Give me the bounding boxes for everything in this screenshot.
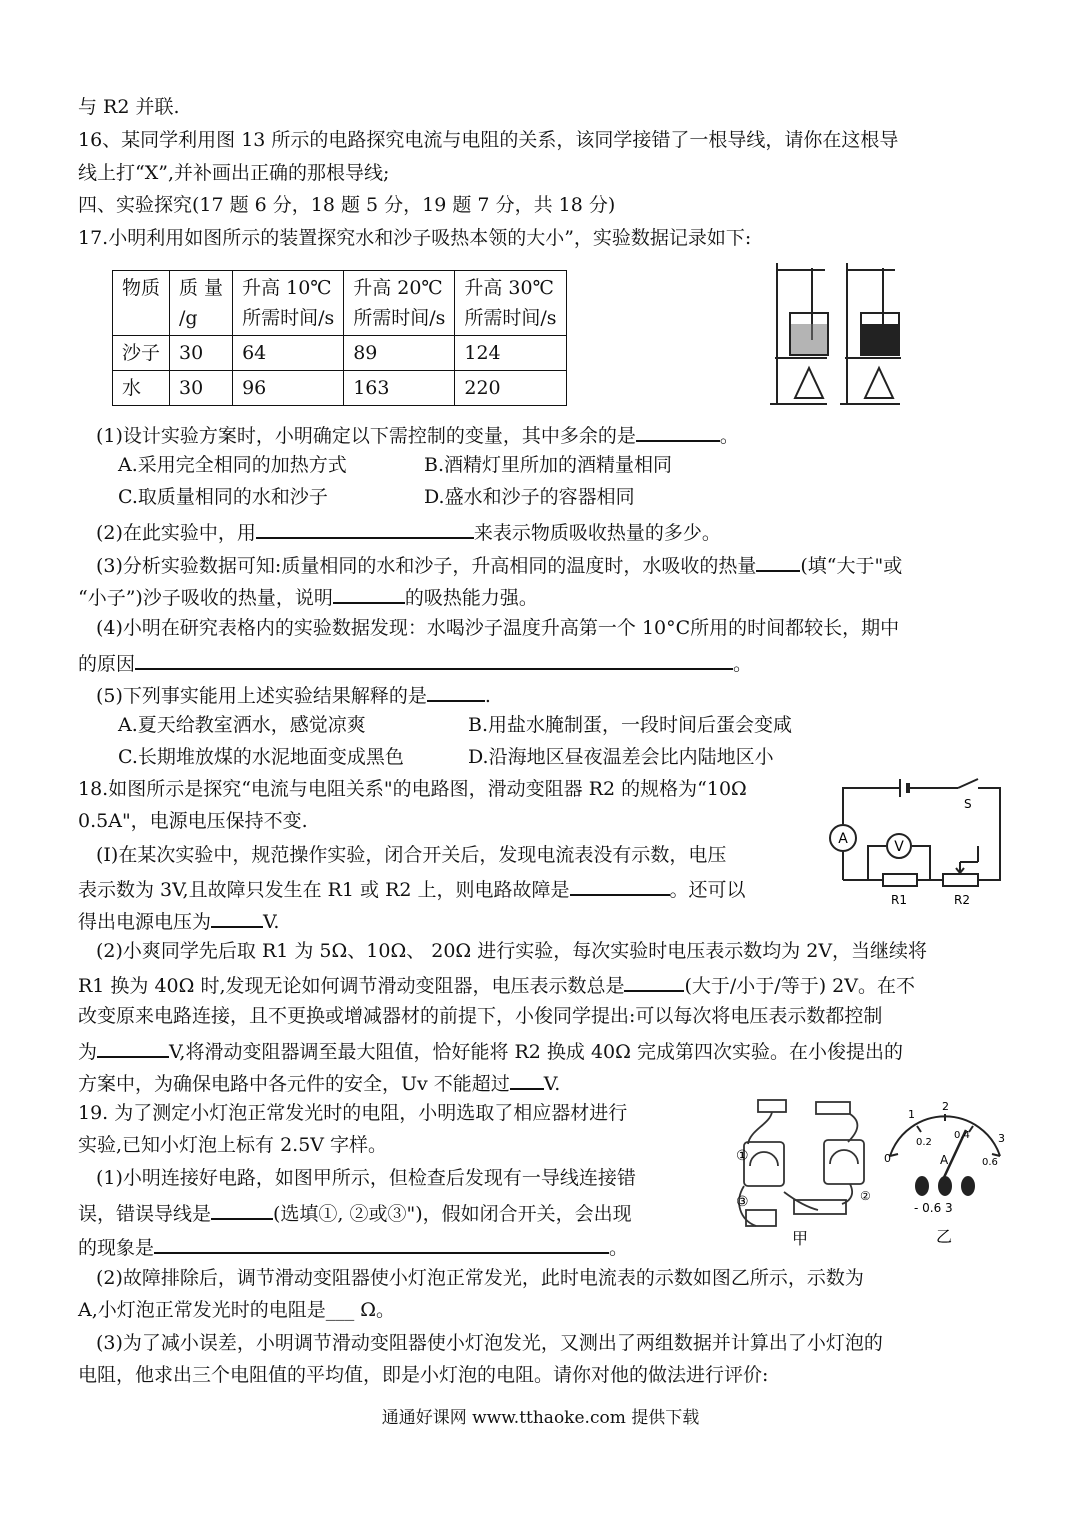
answer-blank[interactable] [510,1068,544,1090]
answer-blank[interactable] [211,1198,273,1220]
q18-2-line-5: 方案中，为确保电路中各元件的安全，Uv 不能超过 V. [78,1068,560,1097]
meter-unit-label: A [940,1153,949,1167]
ammeter-label: A [838,831,848,847]
q17-3-line-2: “小子”)沙子吸收的热量，说明 的吸热能力强。 [78,582,538,611]
wire-2-label: ② [860,1189,871,1203]
q17-intro: 17.小明利用如图所示的装置探究水和沙子吸热本领的大小”，实验数据记录如下: [78,227,752,249]
answer-blank[interactable] [756,550,800,572]
answer-blank[interactable] [211,906,263,928]
q18-2-line-3: 改变原来电路连接，且不更换或增减器材的前提下，小俊同学提出:可以每次将电压表示数都控制 [78,1005,883,1027]
option-d: D.盛水和沙子的容器相同 [424,486,635,508]
table-cell: 水 [113,371,170,406]
q19-1-line-2: 误，错误导线是 (选填①, ②或③")，假如闭合开关，会出现 [78,1198,632,1227]
table-cell: 163 [344,371,455,406]
heating-apparatus-figure [765,258,915,410]
q17-2: (2)在此实验中，用 来表示物质吸收热量的多少。 [96,517,721,546]
table-cell: 64 [233,336,344,371]
answer-blank[interactable] [333,582,405,604]
q19-3-line-2: 电阻，他求出三个电阻值的平均值，即是小灯泡的电阻。请你对他的做法进行评价: [78,1364,769,1386]
q19-1-line-3: 的现象是 。 [78,1232,628,1261]
q18-1-line-3: 得出电源电压为 V. [78,906,279,935]
table-cell: 沙子 [113,336,170,371]
figure-yi-label: 乙 [936,1227,953,1246]
answer-blank[interactable] [570,874,670,896]
table-header-cell: 升高 20℃ 所需时间/s [344,271,455,336]
meter-tick-label: 3 [998,1132,1005,1145]
meter-small-tick-label: 0.2 [916,1137,932,1148]
q19-2-line-1: (2)故障排除后，调节滑动变阻器使小灯泡正常发光，此时电流表的示数如图乙所示，示数为 [96,1267,864,1289]
meter-tick-label: 2 [942,1100,949,1113]
r1-label: R1 [891,893,907,907]
table-header-cell: 升高 30℃ 所需时间/s [455,271,566,336]
q18-line-2: 0.5A"，电源电压保持不变. [78,810,308,832]
meter-terminals-label: - 0.6 3 [914,1201,953,1215]
table-header-cell: 质 量 /g [170,271,233,336]
table-cell: 124 [455,336,566,371]
table-cell: 220 [455,371,566,406]
answer-blank[interactable] [154,1232,609,1254]
q17-4-line-1: (4)小明在研究表格内的实验数据发现：水喝沙子温度升高第一个 10°C所用的时间都较长，期中 [96,617,900,639]
voltmeter-label: V [894,839,904,855]
table-cell: 96 [233,371,344,406]
option-a: A.采用完全相同的加热方式 [118,454,347,476]
circuit-diagram [828,776,1010,908]
meter-small-tick-label: 0.6 [982,1157,998,1168]
table-row [113,336,567,371]
q16-line-1: 16、某同学利用图 13 所示的电路探究电流与电阻的关系，该同学接错了一根导线，请你在这根导 [78,129,899,151]
ammeter-reading-figure [880,1100,1010,1250]
r2-label: R2 [954,893,970,907]
figure-jia-label: 甲 [792,1229,809,1248]
wire-3-label: ③ [736,1194,749,1210]
answer-blank[interactable] [97,1036,169,1058]
q17-1: (1)设计实验方案时，小明确定以下需控制的变量，其中多余的是 。 [96,420,739,449]
answer-blank[interactable] [624,970,684,992]
q19-2-line-2: A,小灯泡正常发光时的电阻是___ Ω。 [78,1299,396,1321]
q17-5: (5)下列事实能用上述实验结果解释的是 . [96,680,491,709]
q19-1-line-1: (1)小明连接好电路，如图甲所示，但检查后发现有一导线连接错 [96,1167,636,1189]
table-cell: 30 [170,336,233,371]
switch-label: S [964,797,972,811]
q18-1-line-1: (I)在某次实验中，规范操作实验，闭合开关后，发现电流表没有示数，电压 [96,844,727,866]
q19-line-2: 实验,已知小灯泡上标有 2.5V 字样。 [78,1134,388,1156]
q19-3-line-1: (3)为了减小误差，小明调节滑动变阻器使小灯泡发光，又测出了两组数据并计算出了小灯泡的 [96,1332,883,1354]
q18-line-1: 18.如图所示是探究“电流与电阻关系"的电路图，滑动变阻器 R2 的规格为“10Ω [78,778,747,800]
line-r2-parallel: 与 R2 并联. [78,96,180,118]
meter-small-tick-label: 0.4 [954,1130,970,1141]
meter-tick-label: 0 [884,1152,891,1165]
option-b: B.用盐水腌制蛋，一段时间后蛋会变咸 [468,714,793,736]
table-cell: 30 [170,371,233,406]
option-b: B.酒精灯里所加的酒精量相同 [424,454,673,476]
answer-blank[interactable] [427,680,485,702]
q18-2-line-2: R1 换为 40Ω 时,发现无论如何调节滑动变阻器，电压表示数总是 (大于/小于/等于) 2V。在不 [78,970,915,999]
table-header-cell: 升高 10℃ 所需时间/s [233,271,344,336]
table-cell: 89 [344,336,455,371]
answer-blank[interactable] [256,517,474,539]
option-d: D.沿海地区昼夜温差会比内陆地区小 [468,746,774,768]
wiring-figure-jia [730,1092,872,1250]
q18-2-line-4: 为 V,将滑动变阻器调至最大阻值，恰好能将 R2 换成 40Ω 完成第四次实验。在小俊提出的 [78,1036,903,1065]
q18-1-line-2: 表示数为 3V,且故障只发生在 R1 或 R2 上，则电路故障是 。还可以 [78,874,746,903]
option-c: C.长期堆放煤的水泥地面变成黑色 [118,746,404,768]
table-header-cell: 物质 [113,271,170,336]
table-header-row [113,271,567,336]
table-row [113,371,567,406]
q16-line-2: 线上打“X”,并补画出正确的那根导线; [78,162,390,184]
answer-blank[interactable] [135,648,733,670]
option-c: C.取质量相同的水和沙子 [118,486,328,508]
q17-4-line-2: 的原因 。 [78,648,752,677]
section-four-heading: 四、实验探究(17 题 6 分，18 题 5 分，19 题 7 分，共 18 分) [78,194,616,216]
q19-line-1: 19. 为了测定小灯泡正常发光时的电阻，小明选取了相应器材进行 [78,1102,628,1124]
page-footer: 通通好课网 www.tthaoke.com 提供下载 [381,1408,700,1428]
option-a: A.夏天给教室洒水，感觉凉爽 [118,714,366,736]
data-table [112,270,567,406]
q17-3-line-1: (3)分析实验数据可知:质量相同的水和沙子，升高相同的温度时，水吸收的热量 (填“大于"或 [96,550,902,579]
meter-tick-label: 1 [908,1108,915,1121]
wire-1-label: ① [736,1148,749,1164]
answer-blank[interactable] [636,420,720,442]
q18-2-line-1: (2)小爽同学先后取 R1 为 5Ω、10Ω、 20Ω 进行实验，每次实验时电压表示数均为 2V，当继续将 [96,940,928,962]
